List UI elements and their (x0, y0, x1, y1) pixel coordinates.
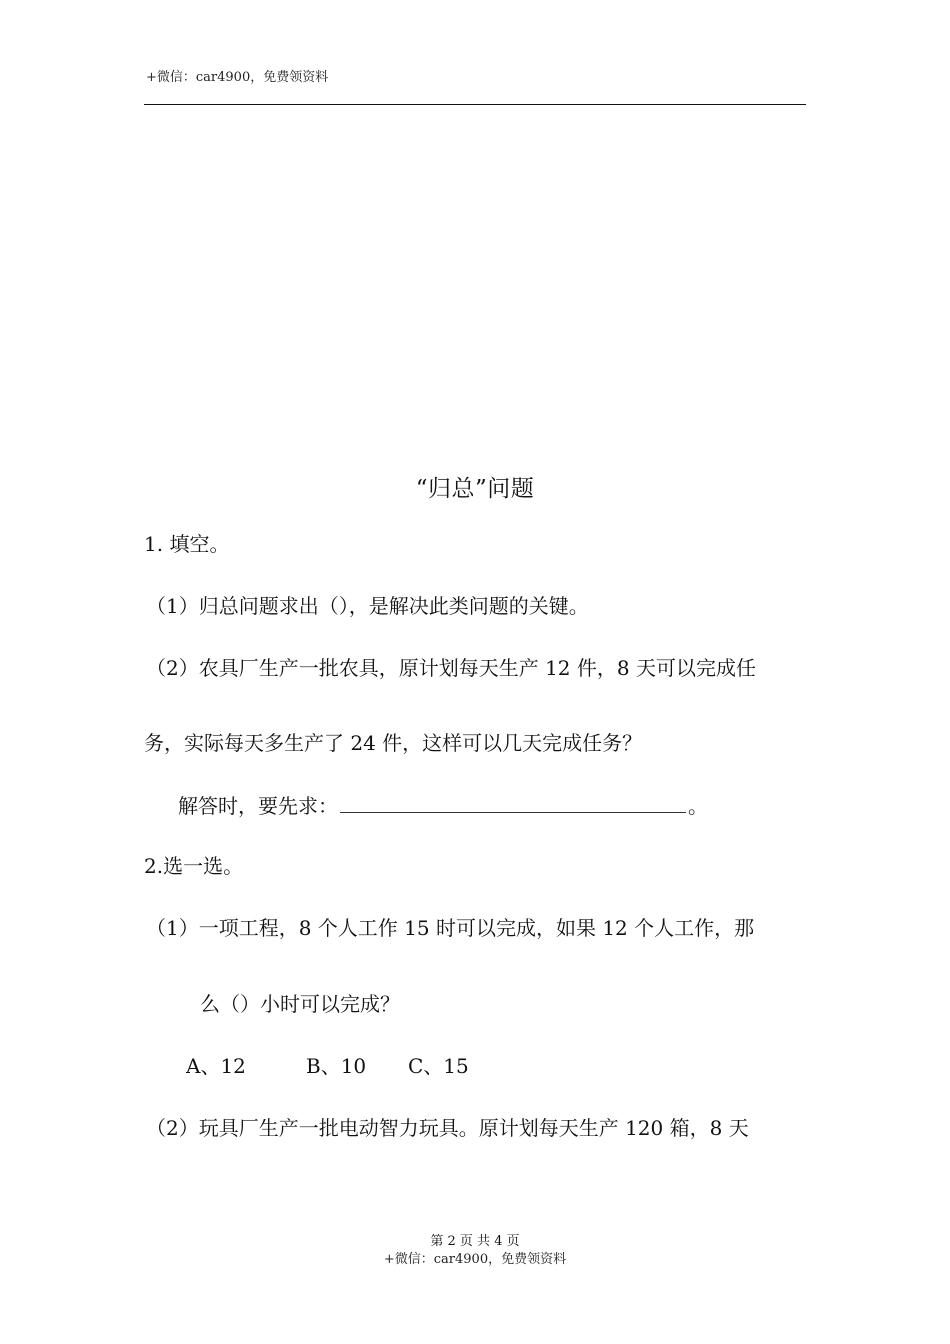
option-c[interactable]: C、15 (408, 1054, 469, 1078)
answer-suffix: 。 (688, 794, 708, 818)
page-title: “归总”问题 (415, 476, 535, 502)
header-divider (144, 104, 806, 105)
section2-question1-line1: （1）一项工程，8 个人工作 15 时可以完成，如果 12 个人工作，那 (146, 916, 755, 940)
option-a[interactable]: A、12 (186, 1054, 246, 1078)
section2-heading: 2.选一选。 (144, 854, 244, 878)
section1-question2-line1: （2）农具厂生产一批农具，原计划每天生产 12 件，8 天可以完成任 (146, 656, 756, 680)
section1-heading: 1. 填空。 (144, 532, 230, 556)
section2-options (186, 1050, 469, 1079)
section2-question2-line1: （2）玩具厂生产一批电动智力玩具。原计划每天生产 120 箱，8 天 (146, 1116, 749, 1140)
header-watermark-text: +微信：car4900，免费领资料 (146, 70, 329, 85)
section1-question2-line2: 务，实际每天多生产了 24 件，这样可以几天完成任务？ (144, 731, 643, 755)
page-number: 第 2 页 共 4 页 (430, 1234, 520, 1249)
footer-watermark-text: +微信：car4900，免费领资料 (383, 1252, 567, 1267)
section1-question1: （1）归总问题求出（），是解决此类问题的关键。 (146, 594, 589, 618)
section2-question1-line2: 么（）小时可以完成？ (200, 992, 400, 1016)
answer-blank[interactable] (340, 794, 686, 813)
option-b[interactable]: B、10 (306, 1054, 367, 1078)
answer-prefix: 解答时，要先求： (178, 794, 338, 818)
section1-answer-line (178, 790, 708, 819)
